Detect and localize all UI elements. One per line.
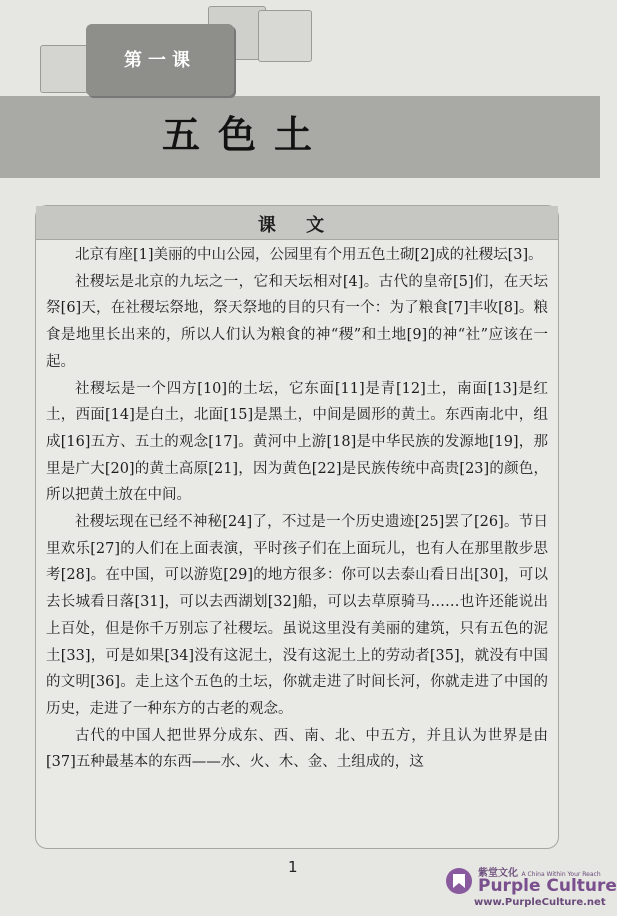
panel-heading: 课 文: [257, 215, 337, 236]
panel-heading-bar: [36, 206, 558, 240]
paragraph: 社稷坛是一个四方[10]的土坛，它东面[11]是青[12]土，南面[13]是红土，西面[14]是白土，北面[15]是黑土，中间是圆形的黄土。东西南北中，组成[16]五方、五土的观念[17]。黄河中上游[18]是中华民族的发源地[19]，那里是广大[20]的黄土高原[21]，因为黄色[22]是民族传统中高贵[23]的颜色，所以把黄土放在中间。: [46, 380, 548, 504]
lesson-number-label: 第一课: [124, 50, 196, 71]
paragraph: 北京有座[1]美丽的中山公园，公园里有个用五色土砌[2]成的社稷坛[3]。: [75, 247, 543, 263]
lesson-text: [46, 242, 548, 776]
header-decor-square: [258, 10, 312, 62]
text-panel: [35, 205, 559, 849]
watermark-cn: 紫堂文化 A China Within Your Reach: [478, 868, 601, 879]
watermark-brand: Purple Culture: [478, 876, 617, 896]
paragraph: 社稷坛是北京的九坛之一，它和天坛相对[4]。古代的皇帝[5]们，在天坛祭[6]天，在社稷坛祭地，祭天祭地的目的只有一个：为了粮食[7]丰收[8]。粮食是地里长出来的，所以人们认为粮食的神“稷”和土地[9]的神“社”应该在一起。: [46, 273, 548, 370]
purple-culture-logo-icon: [444, 866, 474, 896]
paragraph: 社稷坛现在已经不神秘[24]了，不过是一个历史遗迹[25]罢了[26]。节日里欢乐[27]的人们在上面表演，平时孩子们在上面玩儿，也有人在那里散步思考[28]。在中国，可以游览[29]的地方很多：你可以去泰山看日出[30]，可以去长城看日落[31]，可以去西湖划[32]船，可以去草原骑马……也许还能说出上百处，但是你千万别忘了社稷坛。虽说这里没有美丽的建筑，只有五色的泥土[33]，可是如果[34]没有这泥土，没有这泥土上的劳动者[35]，就没有中国的文明[36]。走上这个五色的土坛，你就走进了时间长河，你就走进了中国的历史，走进了一种东方的古老的观念。: [46, 514, 548, 717]
lesson-number-badge: [86, 24, 234, 96]
paragraph: 古代的中国人把世界分成东、西、南、北、中五方，并且认为世界是由[37]五种最基本的东西——水、火、木、金、土组成的，这: [46, 727, 548, 771]
watermark-url: www.PurpleCulture.net: [474, 897, 606, 908]
page-number: 1: [288, 858, 298, 876]
lesson-title: 五色土: [162, 113, 331, 157]
watermark: [444, 862, 617, 912]
